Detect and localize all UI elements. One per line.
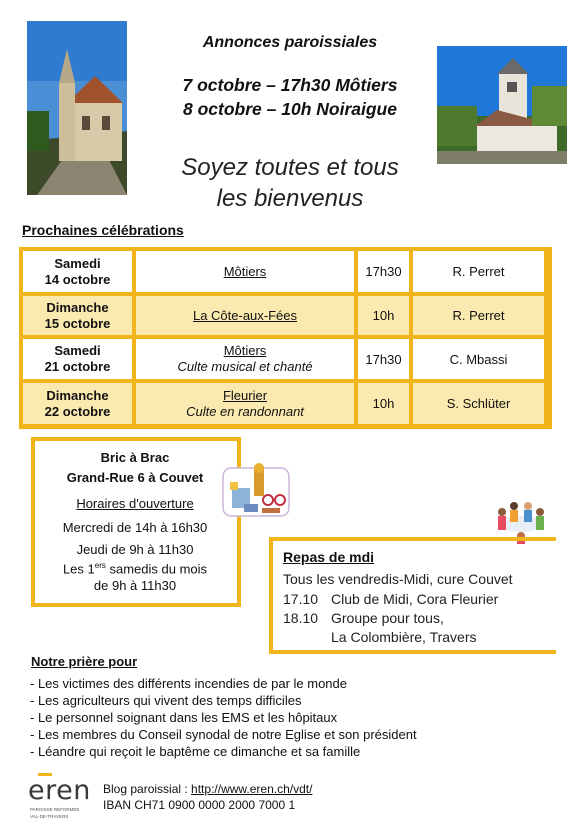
place-cell: [136, 296, 354, 335]
bric-hours-1: Mercredi de 14h à 16h30: [62, 520, 208, 535]
note: Culte en randonnant: [186, 403, 304, 419]
prayer-title: Notre prière pour: [31, 654, 138, 669]
church-photo-right: [437, 46, 567, 164]
place: La Côte-aux-Fées: [192, 307, 298, 323]
bric-address: Grand-Rue 6 à Couvet: [66, 470, 204, 485]
date: 22 octobre: [44, 403, 111, 419]
eren-logo: [28, 773, 94, 823]
welcome-line-2: les bienvenus: [216, 185, 364, 212]
church-photo-left: [27, 21, 127, 195]
date: 14 octobre: [44, 271, 111, 287]
welcome-message: [150, 152, 430, 214]
place-cell: [136, 383, 354, 424]
announcements-title: Annonces paroissiales: [202, 34, 378, 51]
blog-line: [103, 782, 312, 796]
logo-sub-2: VAL-DE-TRAVERS: [30, 814, 69, 819]
bric-hours-2: Jeudi de 9h à 11h30: [76, 542, 194, 557]
bric-title: Bric à Brac: [100, 450, 170, 465]
repas-title: Repas de mdi: [283, 549, 375, 565]
date: 21 octobre: [44, 359, 111, 374]
hours-title-text: Horaires d'ouverture: [76, 496, 194, 511]
blog-label: Blog paroissial :: [103, 782, 192, 796]
prayer-item: - Les agriculteurs qui vivent des temps difficiles: [30, 693, 302, 708]
day: Samedi: [54, 343, 101, 358]
h3sup: ers: [94, 561, 106, 570]
time-cell: 10h: [358, 296, 409, 335]
date: 15 octobre: [44, 315, 111, 331]
table-row: [23, 339, 548, 379]
date-cell: [23, 383, 132, 424]
note: Culte musical et chanté: [177, 359, 313, 374]
repas-line-1: Tous les vendredis-Midi, cure Couvet: [283, 571, 513, 587]
table-row: [23, 251, 548, 292]
repas-date-2: 17.10: [283, 591, 319, 607]
place: Môtiers: [223, 343, 267, 358]
date-cell: [23, 251, 132, 292]
h3a: Les 1: [62, 561, 95, 577]
logo-text: eren: [28, 775, 91, 806]
table-row: [23, 296, 548, 335]
announcement-line-2: 8 octobre – 10h Noiraigue: [183, 99, 397, 119]
date-cell: [23, 339, 132, 379]
bric-a-brac-box: [31, 437, 241, 607]
day: Dimanche: [46, 299, 109, 315]
place: Môtiers: [223, 263, 267, 279]
day: Samedi: [54, 255, 101, 271]
repas-line-2: Club de Midi, Cora Fleurier: [331, 591, 499, 607]
celebrations-table: [19, 247, 552, 429]
repas-box: [269, 537, 556, 654]
brocante-illustration: [222, 460, 290, 518]
repas-date-3: 18.10: [283, 610, 319, 626]
celebrations-title: Prochaines célébrations: [22, 222, 184, 238]
time-cell: 10h: [358, 383, 409, 424]
bric-hours-4: de 9h à 11h30: [93, 578, 177, 593]
repas-line-3: Groupe pour tous,: [331, 610, 444, 626]
celebrant-cell: C. Mbassi: [413, 339, 544, 379]
place: Fleurier: [222, 387, 268, 403]
time-cell: 17h30: [358, 339, 409, 379]
place-cell: [136, 339, 354, 379]
place-cell: [136, 251, 354, 292]
bric-hours-title: [35, 496, 235, 511]
table-row: [23, 383, 548, 424]
welcome-line-1: Soyez toutes et tous: [181, 154, 399, 181]
h3b: samedis du mois: [105, 561, 208, 577]
celebrant-cell: R. Perret: [413, 251, 544, 292]
time-cell: 17h30: [358, 251, 409, 292]
blog-link[interactable]: http://www.eren.ch/vdt/: [191, 782, 313, 796]
prayer-item: - Les membres du Conseil synodal de notre Eglise et son président: [30, 727, 417, 742]
logo-sub-1: PAROISSE RÉFORMÉE: [30, 807, 80, 812]
prayer-item: - Léandre qui reçoit le baptême ce dimanche et sa famille: [30, 744, 361, 759]
prayer-item: - Les victimes des différents incendies de par le monde: [30, 676, 347, 691]
iban: IBAN CH71 0900 0000 2000 7000 1: [103, 798, 296, 812]
repas-line-4: La Colombière, Travers: [331, 629, 477, 645]
bric-hours-3: [35, 561, 235, 576]
celebrant-cell: S. Schlüter: [413, 383, 544, 424]
prayer-item: - Le personnel soignant dans les EMS et les hôpitaux: [30, 710, 338, 725]
announcement-line-1: 7 octobre – 17h30 Môtiers: [182, 75, 398, 95]
day: Dimanche: [46, 387, 109, 403]
celebrant-cell: R. Perret: [413, 296, 544, 335]
date-cell: [23, 296, 132, 335]
